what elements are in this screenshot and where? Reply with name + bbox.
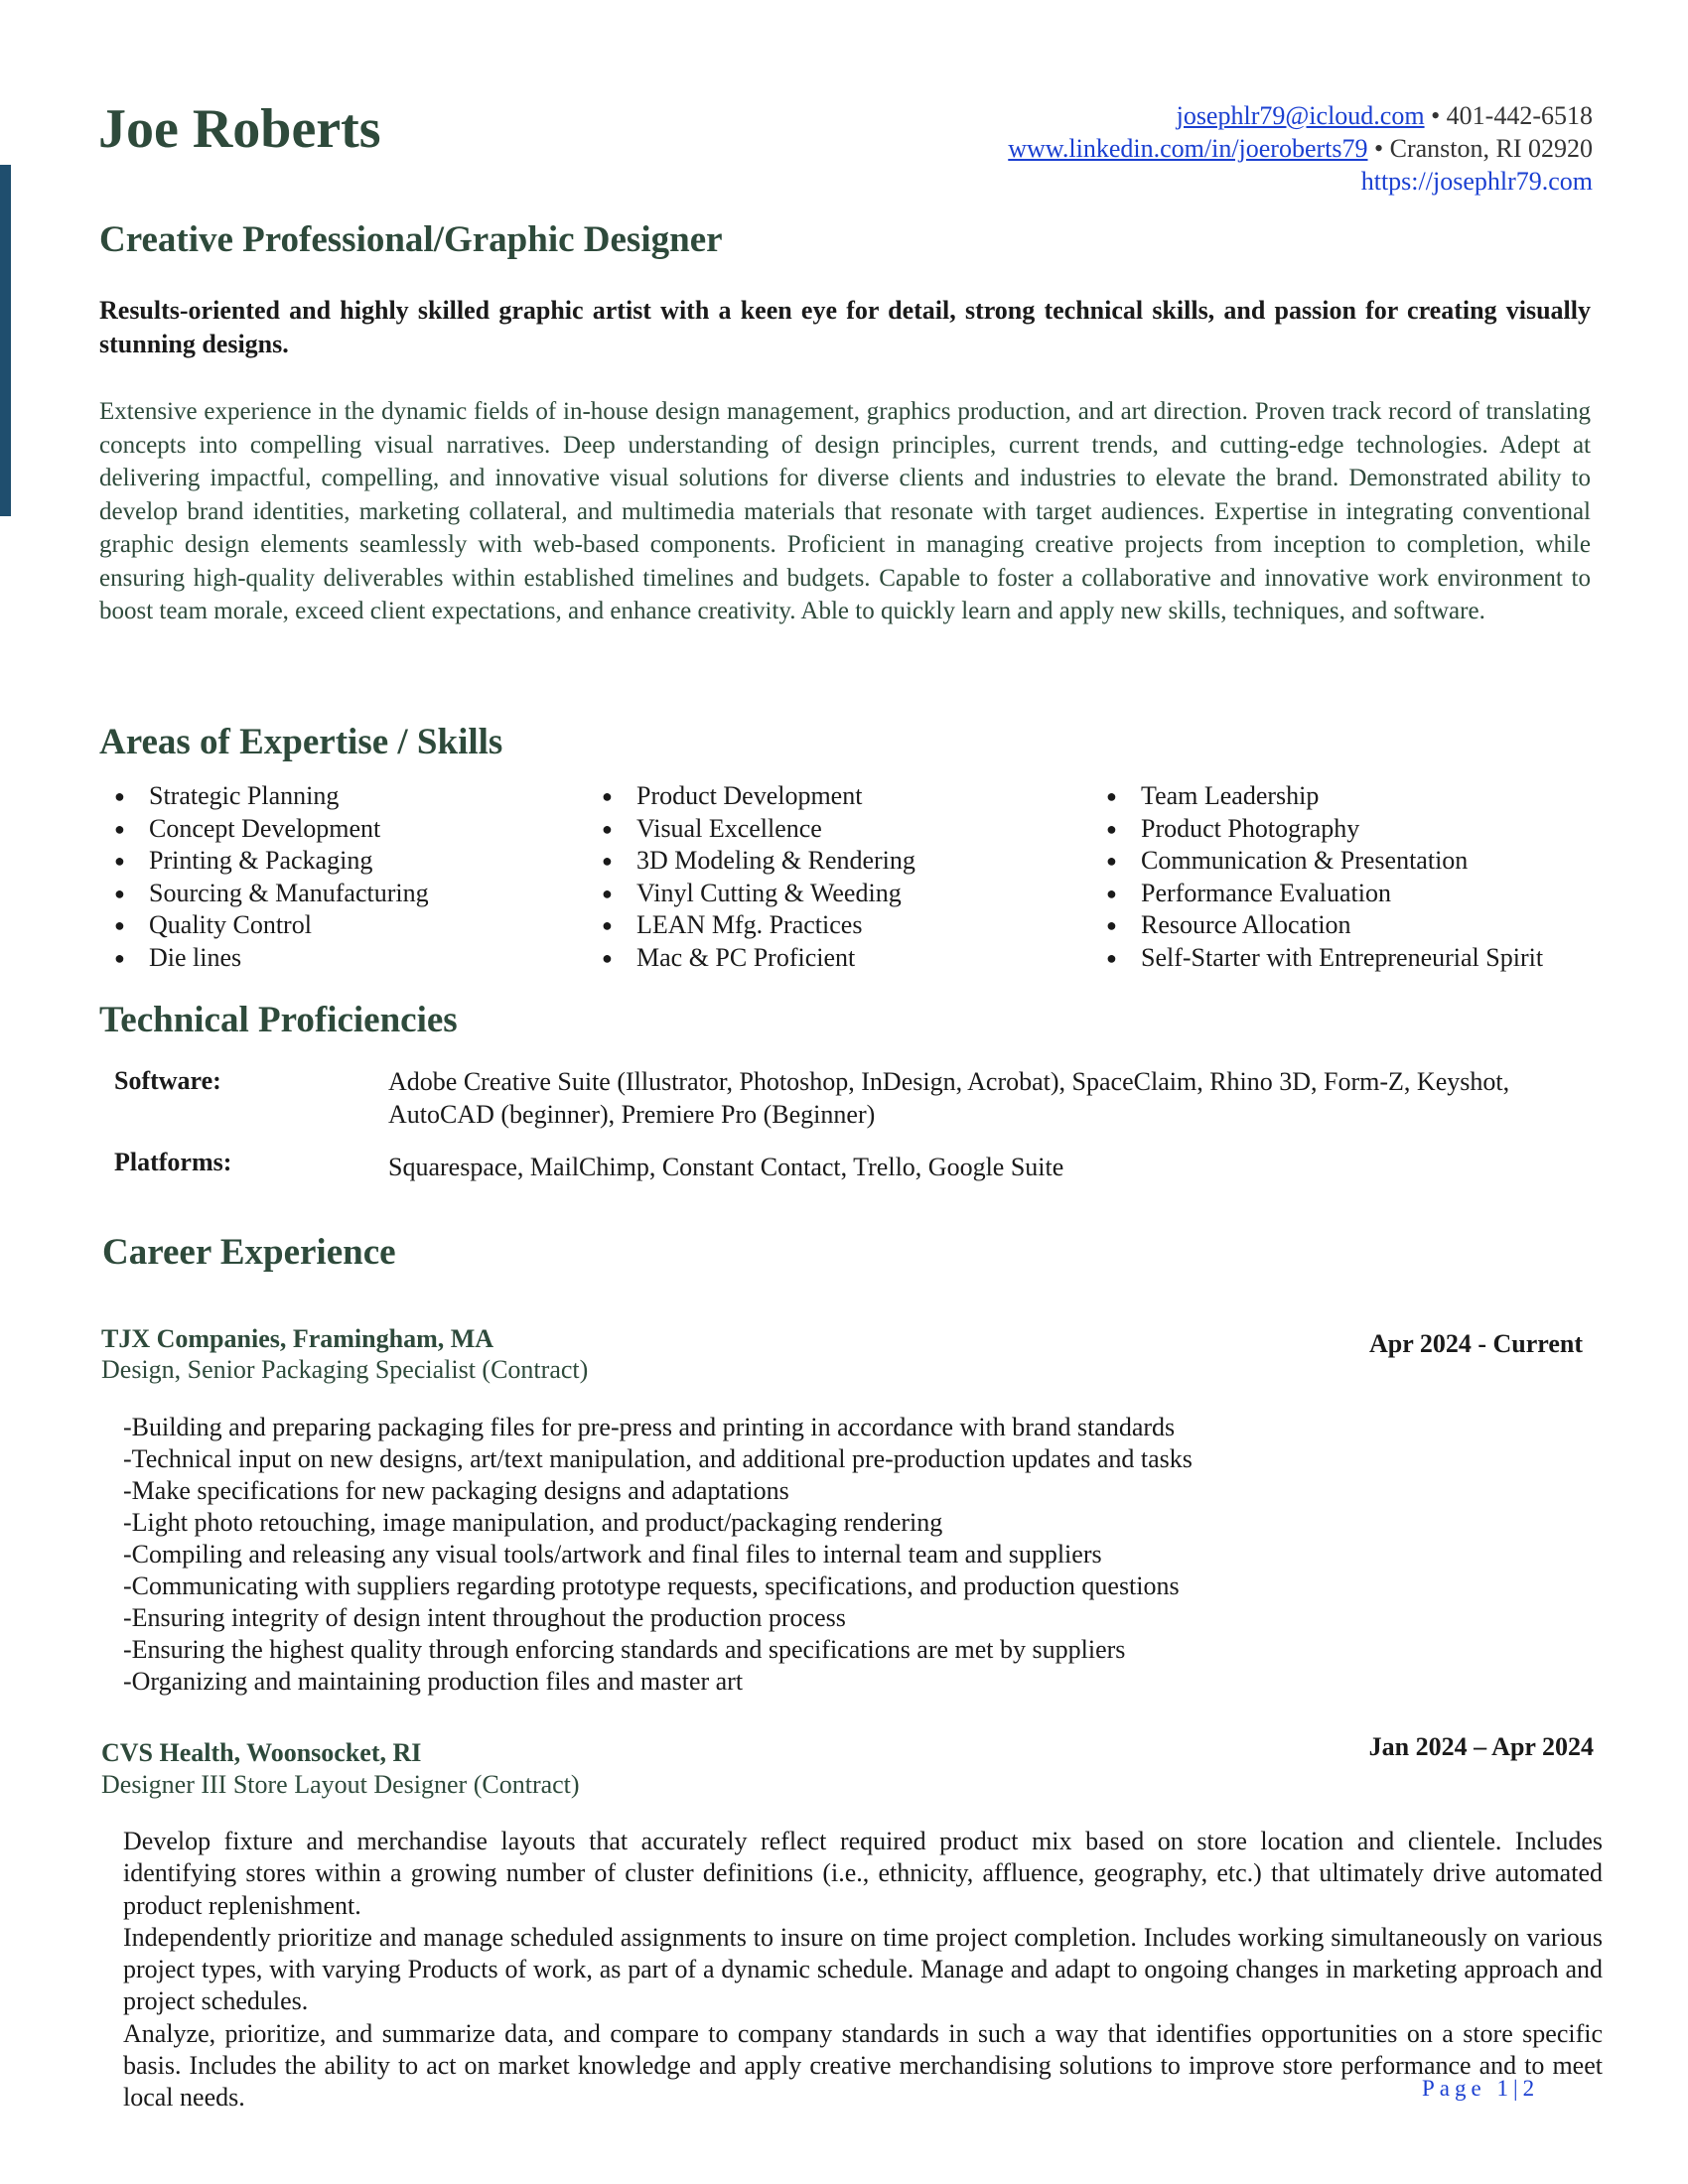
list-item: -Compiling and releasing any visual tools/artwork and final files to internal team and suppliers	[123, 1540, 1102, 1569]
bullet-icon: ●	[114, 883, 125, 903]
list-item: ● Quality Control	[149, 909, 429, 942]
job-role: Design, Senior Packaging Specialist (Contract)	[101, 1355, 589, 1384]
contact-line-2	[1008, 132, 1593, 165]
page-number: Page 1|2	[1422, 2076, 1540, 2101]
bullet-icon: ●	[1106, 915, 1117, 935]
bullet-icon: ●	[602, 915, 613, 935]
bullet-icon: ●	[114, 818, 125, 839]
list-item: ● Self-Starter with Entrepreneurial Spirit	[1141, 942, 1543, 975]
career-heading: Career Experience	[102, 1232, 396, 1273]
list-item: -Ensuring the highest quality through enforcing standards and specifications are met by suppliers	[123, 1635, 1126, 1664]
bullet-icon: ●	[1106, 786, 1117, 806]
bullet-icon: ●	[1106, 851, 1117, 871]
skills-column-3	[1106, 780, 1544, 974]
platforms-value: Squarespace, MailChimp, Constant Contact, Trello, Google Suite	[388, 1153, 1064, 1181]
bullet-icon: ●	[1106, 883, 1117, 903]
list-item: -Organizing and maintaining production files and master art	[123, 1667, 744, 1696]
bullet-icon: ●	[602, 947, 613, 968]
list-item: ● Die lines	[149, 942, 429, 975]
list-item: ● Visual Excellence	[636, 813, 915, 846]
list-item: -Building and preparing packaging files for pre-press and printing in accordance with brand standards	[123, 1413, 1176, 1441]
job-description	[123, 1826, 1603, 2115]
software-label: Software:	[114, 1066, 221, 1095]
list-item: ● Team Leadership	[1141, 780, 1543, 813]
job-dates: Jan 2024 – Apr 2024	[1368, 1732, 1594, 1761]
contact-line-3	[1008, 165, 1593, 198]
email-link[interactable]: josephlr79@icloud.com	[1176, 101, 1425, 130]
bullet-icon: ●	[114, 947, 125, 968]
bullet-icon: ●	[1106, 818, 1117, 839]
list-item: -Make specifications for new packaging designs and adaptations	[123, 1476, 789, 1505]
list-item: ● Printing & Packaging	[149, 845, 429, 878]
bullet-icon: ●	[1106, 947, 1117, 968]
bullet-icon: ●	[114, 786, 125, 806]
list-item: ● Sourcing & Manufacturing	[149, 878, 429, 910]
bullet-icon: ●	[602, 818, 613, 839]
list-item: ● 3D Modeling & Rendering	[636, 845, 915, 878]
technical-heading: Technical Proficiencies	[99, 1000, 458, 1040]
list-item: ● Resource Allocation	[1141, 909, 1543, 942]
description-paragraph: Analyze, prioritize, and summarize data, and compare to company standards in such a way that identifies opportunities on a store specific basis. Includes the ability to act on market knowledge and apply creative merchandising solutions to improve store performance and to meet local needs.	[123, 2018, 1603, 2113]
bullet-icon: ●	[602, 786, 613, 806]
list-item: -Technical input on new designs, art/text manipulation, and additional pre-production updates and tasks	[123, 1444, 1193, 1473]
bullet-icon: ●	[602, 883, 613, 903]
linkedin-link[interactable]: www.linkedin.com/in/joeroberts79	[1008, 134, 1368, 163]
phone: 401-442-6518	[1446, 101, 1593, 130]
description-paragraph: Independently prioritize and manage scheduled assignments to insure on time project completion. Includes working simultaneously on various project types, with varying Products of work, as part of a dynamic schedule. Manage and adapt to ongoing changes in marketing approach and project schedules.	[123, 1922, 1603, 2016]
job-company: TJX Companies, Framingham, MA	[101, 1324, 494, 1353]
list-item: ● Concept Development	[149, 813, 429, 846]
website-link[interactable]: https://josephlr79.com	[1360, 167, 1593, 196]
software-value: Adobe Creative Suite (Illustrator, Photoshop, InDesign, Acrobat), SpaceClaim, Rhino 3D, Form-Z, Keyshot, AutoCAD (beginner), Premiere Pro (Beginner)	[388, 1067, 1510, 1129]
accent-bar	[0, 165, 11, 516]
skills-heading: Areas of Expertise / Skills	[99, 722, 503, 762]
list-item: ● Strategic Planning	[149, 780, 429, 813]
summary-paragraph: Extensive experience in the dynamic fields of in-house design management, graphics production, and art direction. Proven track record of translating concepts into compelling visual narratives. Deep understanding of design principles, current trends, and cutting-edge technologies. Adept at delivering impactful, compelling, and innovative visual solutions for diverse clients and industries to elevate the brand. Demonstrated ability to develop brand identities, marketing collateral, and multimedia materials that resonate with target audiences. Expertise in integrating conventional graphic design elements seamlessly with web-based components. Proficient in managing creative projects from inception to completion, while ensuring high-quality deliverables within established timelines and budgets. Capable to foster a collaborative and innovative work environment to boost team morale, exceed client expectations, and enhance creativity. Able to quickly learn and apply new skills, techniques, and software.	[99, 398, 1591, 624]
list-item: ● Communication & Presentation	[1141, 845, 1543, 878]
job-dates: Apr 2024 - Current	[1369, 1329, 1583, 1358]
candidate-name: Joe Roberts	[98, 98, 381, 160]
contact-line-1	[1008, 99, 1593, 132]
list-item: ● Product Development	[636, 780, 915, 813]
job-duties	[123, 1412, 1193, 1698]
list-item: -Light photo retouching, image manipulation, and product/packaging rendering	[123, 1508, 943, 1537]
skills-column-2	[602, 780, 915, 974]
bullet-icon: ●	[114, 915, 125, 935]
description-paragraph: Develop fixture and merchandise layouts that accurately reflect required product mix based on store location and clientele. Includes identifying stores within a growing number of cluster definitions (i.e., ethnicity, affluence, geography, etc.) that ultimately drive automated product replenishment.	[123, 1827, 1603, 1920]
lead-statement: Results-oriented and highly skilled graphic artist with a keen eye for detail, strong technical skills, and passion for creating visually stunning designs.	[99, 296, 1591, 358]
job-company: CVS Health, Woonsocket, RI	[101, 1738, 422, 1767]
separator: •	[1374, 134, 1384, 163]
list-item: ● Vinyl Cutting & Weeding	[636, 878, 915, 910]
list-item: -Communicating with suppliers regarding prototype requests, specifications, and production questions	[123, 1571, 1180, 1600]
platforms-label: Platforms:	[114, 1148, 232, 1176]
bullet-icon: ●	[602, 851, 613, 871]
list-item: ● LEAN Mfg. Practices	[636, 909, 915, 942]
location: Cranston, RI 02920	[1389, 134, 1593, 163]
list-item: ● Performance Evaluation	[1141, 878, 1543, 910]
separator: •	[1431, 101, 1441, 130]
list-item: -Ensuring integrity of design intent throughout the production process	[123, 1603, 846, 1632]
list-item: ● Product Photography	[1141, 813, 1543, 846]
skills-column-1	[114, 780, 429, 974]
job-role: Designer III Store Layout Designer (Contract)	[101, 1770, 580, 1799]
list-item: ● Mac & PC Proficient	[636, 942, 915, 975]
professional-title: Creative Professional/Graphic Designer	[99, 219, 723, 260]
contact-block	[1008, 99, 1593, 198]
bullet-icon: ●	[114, 851, 125, 871]
